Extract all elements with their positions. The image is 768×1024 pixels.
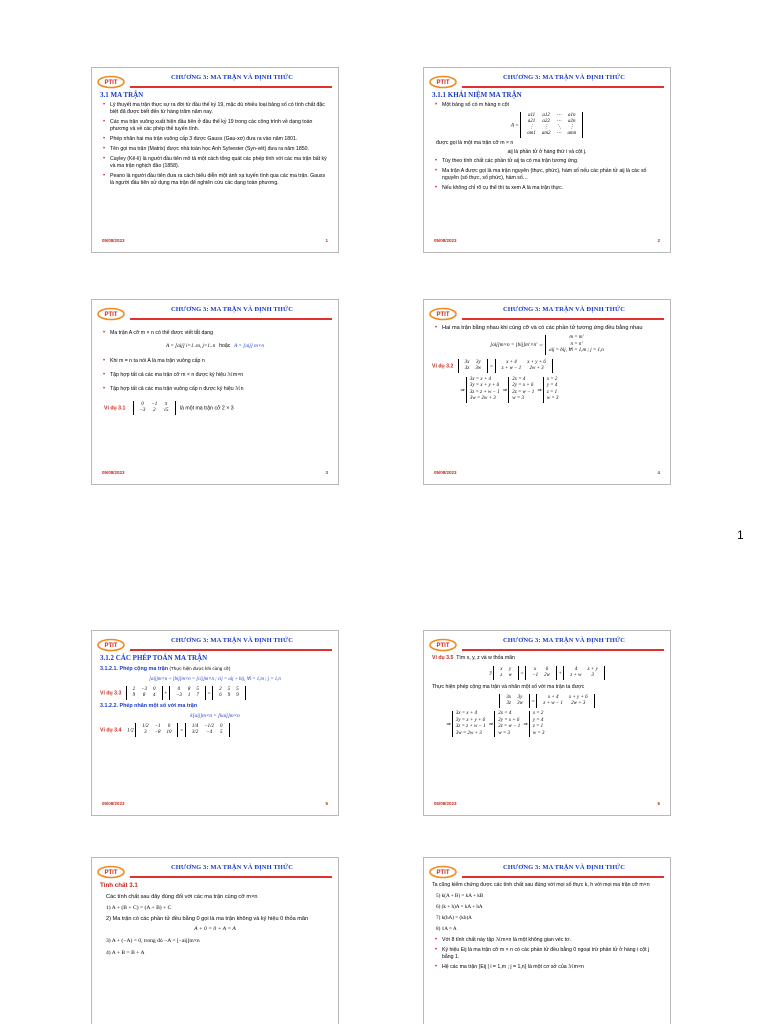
page-number: 1 [737, 528, 744, 542]
matrix-cell: π [164, 402, 168, 407]
property-4: 4) A + B = B + A [106, 950, 145, 956]
matrix-cell: a22 [542, 119, 550, 124]
system-line: w = 3 [532, 730, 545, 736]
solution-system-2 [508, 377, 534, 403]
matrix-cell: 0 [167, 724, 171, 729]
matrix-cell: 2w + 3 [571, 701, 586, 706]
system-line: z = 1 [532, 724, 544, 729]
ptit-logo [96, 306, 126, 321]
bullet-item: • Khi m = n ta nói A là ma trận vuông cấp n [110, 358, 330, 365]
system-line: w = 3 [512, 396, 524, 401]
solution-system-3 [529, 711, 545, 737]
matrix-cell: 5 [196, 687, 199, 692]
matrix-cell: ⋮ [543, 125, 549, 130]
header-rule [130, 649, 332, 651]
matrix-cell: z + w − 1 [501, 365, 522, 371]
example-matrix-a [135, 723, 178, 737]
bullet-item: • Các ma trận vuông xuất hiện đầu tiên ở đầu thế kỷ 19 trong các công trình về dạng toàn phương và về các phép thế tuyến tính. [110, 119, 330, 133]
matrix-cell: x + y [587, 667, 598, 672]
property-2: 2) Ma trận có các phần tử đều bằng 0 gọi là ma trận không và ký hiệu 0 thỏa mãn [106, 916, 309, 922]
system-line: 2y = x + 6 [498, 717, 520, 723]
system-line: 3x = x + 4 [455, 711, 477, 716]
definition-text: được gọi là một ma trận cỡ m × n [436, 140, 514, 146]
header-rule [130, 318, 332, 320]
matrix-cell: 3z [464, 365, 470, 371]
bullet-item: • Hai ma trận bằng nhau khi cùng cỡ và có các phần tử tương ứng đều bằng nhau [442, 324, 662, 332]
solution-system-3 [543, 377, 559, 403]
matrix-cell: 3 [591, 673, 594, 678]
matrix-cell: z + w − 1 [543, 701, 563, 706]
equality-system [545, 335, 604, 355]
slide-number: 4 [657, 470, 660, 475]
system-line: 3w = 2w + 3 [455, 730, 482, 736]
property-intro: Ta cũng kiểm chứng được các tính chất sau đúng với mọi số thực k, h với mọi ma trận cỡ m×n [432, 882, 650, 888]
matrix-cell: 4 [153, 693, 156, 698]
system-line: 2x = 4 [512, 376, 526, 382]
solution-row: ⇒ 3x = x + 4 3y = x + y + 6 3z = z + w − 1 3w = 2w + 3 ⇒ 2x = 4 2y = x + 6 2z = w − 1 w = 3 ⇒ x = 2 y = 4 z = 1 w = 3 [460, 376, 559, 401]
bullet-list [432, 102, 662, 109]
chapter-title: CHƯƠNG 3: MA TRẬN VÀ ĐỊNH THỨC [502, 306, 626, 313]
matrix-cell: a12 [542, 113, 550, 118]
matrix-cell: z [500, 673, 503, 678]
svg-text:PTIT: PTIT [436, 80, 450, 86]
property-intro: Các tính chất sau đây đúng đối với các ma trận cùng cỡ m×n [106, 894, 258, 900]
example-matrix-right [495, 359, 553, 373]
bullet-item: • Tên gọi ma trận (Matrix) được nhà toán học Anh Sylvester (Syn-vét) đưa ra năm 1850. [110, 146, 330, 153]
matrix-cell: 8 [187, 687, 191, 692]
sum-row: 3x 3y 3z 3w = x + 4 x + y + 6 z + w − 1 2w + 3 [432, 694, 662, 708]
example-matrix [133, 401, 176, 415]
bullet-item: • Peano là người đầu tiên đưa ra cách biểu diễn một ánh xạ tuyến tính qua các ma trận. Gauss là người đầu tiên sử dụng ma trận để nghiên cứu các dạng toàn phương. [110, 173, 330, 187]
bullet-item: • Nếu không chỉ rõ cụ thể thì ta xem A là ma trận thực. [442, 185, 662, 192]
notation-row [100, 343, 330, 350]
matrix-cell: 5 [227, 687, 231, 692]
ptit-logo [96, 864, 126, 879]
matrix-cell: a11 [527, 113, 536, 118]
matrix-cell: y [509, 667, 512, 672]
matrix-cell: 3x [506, 695, 512, 700]
matrix-cell: 3 [144, 730, 147, 735]
bullet-item: • Tập hợp tất cả các ma trận cỡ m × n được ký hiệu ℳm×n [110, 372, 330, 379]
ptit-logo [428, 74, 458, 89]
example-matrix-a [126, 686, 163, 700]
svg-text:PTIT: PTIT [436, 643, 450, 649]
example-text: là một ma trận cỡ 2 × 3 [179, 405, 234, 412]
system-line: x = 2 [546, 376, 558, 382]
header-rule [462, 649, 664, 651]
matrix-cell: 2 [219, 687, 222, 692]
header-rule [130, 86, 332, 88]
matrix-general [520, 112, 583, 138]
example-matrix-b [185, 723, 230, 737]
ptit-logo [96, 637, 126, 652]
header-rule [462, 318, 664, 320]
section-heading: 3.1.1 KHÁI NIỆM MA TRẬN [432, 91, 522, 99]
header-rule [462, 876, 664, 878]
addition-formula: [aij]m×n + [bij]m×n = [cij]m×n ; cij = aij + bij, ∀i = 1,m ; j = 1,n [149, 677, 281, 682]
matrix-cell: 2w [544, 673, 550, 678]
property-2-formula: A + 0 = 0 + A = A [194, 926, 236, 932]
matrix-cell: am2 [541, 131, 551, 136]
system-line: z = 1 [546, 389, 558, 395]
subheading-row [100, 665, 330, 673]
solution-row: ⇒ 3x = x + 4 3y = x + y + 6 3z = z + w − 1 3w = 2w + 3 ⇒ 2x = 4 2y = x + 6 2z = w − 1 w = 3 ⇒ x = 2 y = 4 z = 1 w = 3 [446, 711, 545, 736]
bullet-list [100, 358, 330, 393]
matrix-cell: 6 [219, 693, 222, 698]
property-7: 7) k(hA) = (kh)A [436, 915, 472, 921]
system-line: y = 4 [532, 717, 544, 723]
slide-3 [91, 299, 339, 485]
matrix-b [525, 666, 557, 680]
matrix-cell: x [500, 667, 503, 672]
matrix-cell: ⋯ [556, 131, 562, 136]
explanation-text: Thực hiện phép cộng ma trận và nhân một số với ma trận ta được [432, 684, 585, 690]
bullet-list [100, 102, 330, 187]
system-line: 3x = x + 4 [469, 376, 491, 382]
bullet-item: • Tùy theo tính chất các phần tử aij ta có ma trận tương ứng. [442, 158, 662, 165]
matrix-cell: 3/2 [191, 730, 199, 735]
solution-system-1 [466, 377, 500, 403]
example-matrix-b [169, 686, 206, 700]
matrix-cell: z + w [570, 673, 582, 678]
matrix-cell: 0 [220, 724, 223, 729]
example-row [432, 655, 662, 662]
svg-text:PTIT: PTIT [104, 643, 118, 649]
matrix-label: A = [510, 122, 519, 129]
section-heading: 3.1.2 CÁC PHÉP TOÁN MA TRẬN [100, 654, 208, 662]
matrix-cell: ⋮ [529, 125, 535, 130]
matrix-cell: x + 4 [547, 695, 559, 700]
header-rule [462, 86, 664, 88]
system-line: aij = bij, ∀i = 1,m ; j = 1,n [549, 348, 604, 353]
header-rule [130, 876, 332, 878]
property-6: 6) (k + h)A = kA + hA [436, 904, 483, 910]
matrix-cell: amn [567, 131, 577, 136]
matrix-cell: ⋱ [556, 125, 562, 130]
matrix-cell: −8 [154, 730, 161, 735]
slide-4 [423, 299, 671, 485]
system-line: 3w = 2w + 3 [469, 396, 496, 401]
system-line: 3y = x + y + 6 [469, 383, 500, 388]
footer-date: 05/08/2023 [102, 470, 125, 475]
system-line: w = 3 [546, 396, 559, 401]
example-label: Ví dụ 3.4 [100, 727, 122, 734]
example-row: Ví dụ 3.4 1/2 1/2 −1 0 3 −8 10 = 1/4 −1/2 0 3/2 −4 5 [100, 723, 330, 737]
scalar-value: 1/2 [127, 727, 134, 734]
slide-number: 3 [325, 470, 328, 475]
system-line: 3y = x + y + 6 [455, 717, 486, 723]
matrix-cell: −3 [139, 408, 146, 413]
matrix-cell: 3z [506, 701, 511, 706]
svg-text:PTIT: PTIT [436, 870, 450, 876]
example-label: Ví dụ 3.2 [432, 362, 454, 369]
matrix-cell: 9 [132, 693, 136, 698]
matrix-cell: 7 [196, 693, 199, 698]
matrix-xyzw [493, 666, 519, 680]
matrix-cell: 3x [464, 359, 470, 365]
matrix-cell: −4 [206, 730, 213, 735]
ptit-logo [428, 864, 458, 879]
matrix-cell: w [508, 673, 512, 678]
matrix-cell: 9 [236, 693, 239, 698]
matrix-cell: 0 [177, 687, 181, 692]
notation-formula-2: A = [aij] m×n [234, 343, 264, 349]
slide-footer [434, 801, 660, 809]
chapter-title: CHƯƠNG 3: MA TRẬN VÀ ĐỊNH THỨC [502, 864, 626, 871]
system-line: 2x = 4 [498, 711, 512, 716]
matrix-cell: x + 4 [506, 359, 517, 365]
matrix-block [432, 112, 662, 138]
bullet-list [432, 937, 662, 971]
chapter-title: CHƯƠNG 3: MA TRẬN VÀ ĐỊNH THỨC [170, 74, 294, 81]
matrix-cell: x [534, 667, 537, 672]
property-5: 5) k(A + B) = kA + kB [436, 893, 484, 899]
chapter-title: CHƯƠNG 3: MA TRẬN VÀ ĐỊNH THỨC [170, 864, 294, 871]
svg-text:PTIT: PTIT [104, 80, 118, 86]
bullet-item: • Ma trận A được gọi là ma trận nguyên (thực, phức), hàm số nếu các phần tử aij là các số nguyên (số thực, số phức), hàm số… [442, 168, 662, 182]
example-text: Tìm x, y, z và w thỏa mãn [456, 655, 515, 661]
matrix-cell: 4 [574, 667, 578, 672]
slide-footer [434, 470, 660, 478]
subheading: 3.1.2.1. Phép cộng ma trận [100, 666, 169, 672]
matrix-cell: 3w [475, 365, 482, 371]
matrix-cell: 1/4 [191, 724, 199, 729]
bullet-item: • Ký hiệu Eij là ma trận cỡ m × n có các phần tử đều bằng 0 ngoại trừ phần tử ở hàng i cột j bằng 1. [442, 947, 662, 961]
notation-or: hoặc [219, 343, 231, 349]
matrix-cell: −3 [141, 687, 148, 692]
slide-header [92, 300, 338, 326]
slide-footer [102, 801, 328, 809]
matrix-cell: 6 [545, 667, 549, 672]
matrix-cell: 5 [236, 687, 239, 692]
chapter-title: CHƯƠNG 3: MA TRẬN VÀ ĐỊNH THỨC [502, 74, 626, 81]
matrix-cell: 2 [132, 687, 136, 692]
property-heading: Tính chất 3.1 [100, 882, 138, 889]
example-row [104, 401, 330, 415]
footer-date: 05/08/2023 [102, 801, 125, 806]
bullet-item: • Với 8 tính chất này tập ℳm×n là một không gian véc tơ. [442, 937, 662, 944]
matrix-cell: 3w [517, 701, 523, 706]
example-label: Ví dụ 3.1 [104, 405, 126, 412]
element-text: aij là phần tử ở hàng thứ i và cột j. [507, 149, 587, 155]
matrix-cell: √5 [163, 408, 169, 413]
system-line: 2z = w − 1 [498, 724, 521, 729]
matrix-c [563, 666, 604, 680]
slide-header [424, 300, 670, 326]
matrix-cell: a21 [527, 119, 536, 124]
equation-row: 3 x y z w = x 6 −1 2w + 4 x + y z + w 3 [432, 666, 662, 680]
matrix-cell: 2 [153, 408, 156, 413]
chapter-title: CHƯƠNG 3: MA TRẬN VÀ ĐỊNH THỨC [502, 637, 626, 644]
property-1: 1) A + (B + C) = (A + B) + C [106, 905, 172, 911]
section-heading: 3.1 MA TRẬN [100, 91, 144, 99]
bullet-item: • Ma trận A cỡ m × n có thể được viết tắt dạng [110, 330, 330, 337]
example-label: Ví dụ 3.3 [100, 690, 122, 697]
matrix-cell: 3y [475, 359, 481, 365]
matrix-cell: 0 [141, 402, 144, 407]
system-line: 3z = z + w − 1 [455, 724, 486, 729]
matrix-cell: −1 [151, 402, 158, 407]
footer-date: 05/08/2023 [434, 238, 457, 243]
matrix-cell: a1n [568, 113, 576, 118]
ptit-logo [96, 74, 126, 89]
bullet-list [432, 158, 662, 192]
matrix-cell: 2w + 3 [529, 365, 544, 371]
slide-footer [102, 238, 328, 246]
chapter-title: CHƯƠNG 3: MA TRẬN VÀ ĐỊNH THỨC [170, 637, 294, 644]
slide-footer [102, 470, 328, 478]
matrix-cell: −1/2 [204, 724, 215, 729]
slide-6 [423, 630, 671, 816]
matrix-cell: 0 [153, 687, 156, 692]
slide-footer [434, 238, 660, 246]
matrix-cell: 5 [220, 730, 223, 735]
svg-text:PTIT: PTIT [436, 312, 450, 318]
matrix-cell: 10 [166, 730, 172, 735]
system-line: m = m' [569, 335, 584, 340]
matrix-cell: ⋯ [556, 113, 562, 118]
example-matrix-left [458, 359, 489, 373]
matrix-cell: 3y [517, 695, 523, 700]
matrix-cell: 9 [227, 693, 231, 698]
matrix-cell: −3 [175, 693, 182, 698]
solution-system-1 [452, 711, 486, 737]
bullet-item: • Cayley (Kê-li) là người đầu tiên mô tả một cách tổng quát các phép tính với các ma trận bất kỳ và ma trận nghịch đảo (1858). [110, 156, 330, 170]
footer-date: 05/08/2023 [102, 238, 125, 243]
property-3: 3) A + (−A) = 0, trong đó −A = [−aij]m×n [106, 938, 200, 944]
matrix-cell: 8 [142, 693, 146, 698]
example-label: Ví dụ 3.5 [432, 655, 454, 661]
system-line: w = 3 [498, 730, 510, 736]
slide-header [424, 631, 670, 657]
matrix-right [536, 694, 594, 708]
slide-8 [423, 857, 671, 1024]
equality-row [432, 335, 662, 355]
slide-number: 1 [325, 238, 328, 243]
example-row: Ví dụ 3.2 3x 3y 3z 3w = x + 4 x + y + 6 z + w − 1 2w + 3 [432, 359, 662, 373]
matrix-cell: a2n [568, 119, 576, 124]
system-line: x = 2 [532, 711, 544, 716]
slide-1 [91, 67, 339, 253]
example-row: Ví dụ 3.3 2 −3 0 9 8 4 + 0 8 5 −3 1 7 = 2 5 5 6 9 9 [100, 686, 330, 700]
system-line: y = 4 [546, 383, 558, 388]
matrix-left [499, 694, 530, 708]
system-line: n = n' [570, 341, 583, 347]
bullet-list [432, 324, 662, 332]
subheading-note: (Thực hiện được khi cùng cỡ) [169, 666, 231, 671]
system-line: 2y = x + 6 [512, 383, 534, 388]
bullet-item: • Lý thuyết ma trận thực sự ra đời từ đầu thế kỷ 19, mặc dù nhiều loại bảng số có tính chất đặc biệt đã được biết đến từ hàng trăm năm nay. [110, 102, 330, 116]
system-line: 3z = z + w − 1 [469, 389, 500, 395]
scalar-formula: k[aij]m×n = [kaij]m×n [190, 713, 240, 719]
bullet-item: • Tập hợp tất cả các ma trận vuông cấp n được ký hiệu ℳn [110, 386, 330, 393]
svg-text:PTIT: PTIT [104, 870, 118, 876]
slide-5 [91, 630, 339, 816]
slide-number: 6 [657, 801, 660, 806]
slide-number: 2 [657, 238, 660, 243]
matrix-cell: ⋮ [569, 125, 575, 130]
solution-system-2 [494, 711, 520, 737]
matrix-cell: −1 [532, 673, 539, 678]
slide-2 [423, 67, 671, 253]
slide-header [424, 858, 670, 884]
matrix-cell: −1 [154, 724, 161, 729]
system-line: 2z = w − 1 [512, 389, 535, 395]
svg-text:PTIT: PTIT [104, 312, 118, 318]
ptit-logo [428, 306, 458, 321]
footer-date: 05/08/2023 [434, 801, 457, 806]
bullet-list [100, 330, 330, 337]
matrix-cell: am1 [527, 131, 536, 136]
notation-formula-1: A = [aij] i=1..m, j=1..n [166, 343, 216, 349]
subheading: 3.1.2.2. Phép nhân một số với ma trận [100, 703, 197, 709]
bullet-item: • Hệ các ma trận {Eij | i = 1,m ; j = 1,n} là một cơ sở của ℳm×n [442, 964, 662, 971]
slide-7 [91, 857, 339, 1024]
equality-left: [aij]m×n = [bij]m'×n' ⇔ [490, 342, 544, 349]
matrix-cell: ⋯ [556, 119, 562, 124]
bullet-item: • Phép nhân hai ma trận vuông cấp 3 được Gauss (Gau-xơ) đưa ra vào năm 1801. [110, 136, 330, 143]
footer-date: 05/08/2023 [434, 470, 457, 475]
matrix-cell: x + y + 6 [568, 695, 588, 700]
ptit-logo [428, 637, 458, 652]
property-8: 8) 1A = A [436, 926, 457, 932]
bullet-item: • Một bảng số có m hàng n cột [442, 102, 662, 109]
slide-number: 5 [325, 801, 328, 806]
matrix-cell: 1/2 [142, 724, 149, 729]
example-matrix-c [212, 686, 246, 700]
slide-header [92, 858, 338, 884]
chapter-title: CHƯƠNG 3: MA TRẬN VÀ ĐỊNH THỨC [170, 306, 294, 313]
matrix-cell: x + y + 6 [527, 359, 546, 365]
matrix-cell: 1 [187, 693, 191, 698]
